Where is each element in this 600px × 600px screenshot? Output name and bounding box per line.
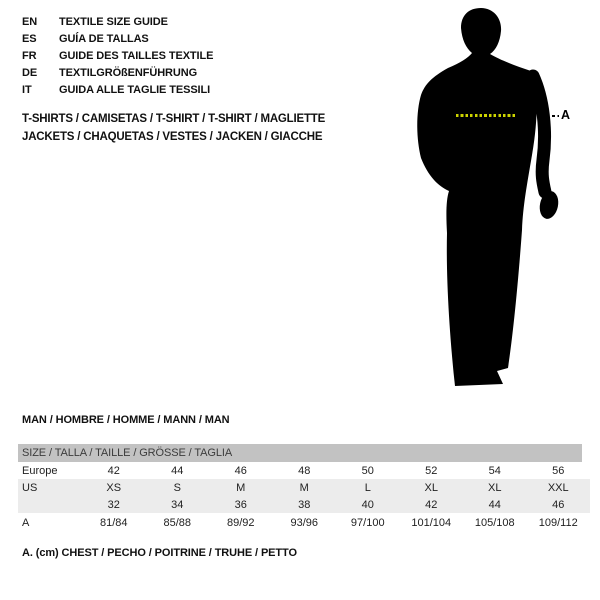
table-cell: 89/92	[226, 516, 255, 529]
table-cell: 46	[234, 464, 247, 477]
table-cell: 42	[107, 464, 120, 477]
table-cell: M	[299, 481, 309, 494]
table-cell: XL	[488, 481, 502, 494]
table-cell: M	[236, 481, 246, 494]
table-cell: 32	[107, 498, 120, 511]
table-cell: 44	[171, 464, 184, 477]
table-cell: S	[173, 481, 181, 494]
table-cell: 44	[488, 498, 501, 511]
language-label: GUIDA ALLE TAGLIE TESSILI	[59, 84, 211, 96]
chest-dotted-line	[456, 114, 516, 117]
man-silhouette	[410, 5, 570, 395]
language-code: FR	[22, 50, 37, 62]
table-cell: 56	[552, 464, 565, 477]
table-cell: 54	[488, 464, 501, 477]
row-label: US	[22, 481, 38, 494]
table-cell: XS	[106, 481, 122, 494]
table-cell: 34	[171, 498, 184, 511]
measure-label-a: A	[561, 108, 571, 122]
language-code: ES	[22, 33, 37, 45]
language-label: GUÍA DE TALLAS	[59, 33, 149, 45]
table-cell: 105/108	[474, 516, 515, 529]
table-cell: XXL	[547, 481, 569, 494]
table-cell: 50	[361, 464, 374, 477]
table-cell: 40	[361, 498, 374, 511]
table-cell: XL	[424, 481, 438, 494]
chest-dash-leader	[546, 115, 559, 117]
table-cell: 38	[298, 498, 311, 511]
language-label: TEXTILGRÖßENFÜHRUNG	[59, 67, 198, 79]
table-cell: 52	[425, 464, 438, 477]
language-code: DE	[22, 67, 38, 79]
table-cell: 101/104	[411, 516, 452, 529]
section-title-man: MAN / HOMBRE / HOMME / MANN / MAN	[22, 414, 230, 426]
row-label: A	[22, 516, 30, 529]
table-row-numeric	[18, 496, 590, 513]
language-code: IT	[22, 84, 32, 96]
table-row-us	[18, 479, 590, 496]
table-cell: 48	[298, 464, 311, 477]
table-cell: L	[364, 481, 371, 494]
table-cell: 42	[425, 498, 438, 511]
table-cell: 81/84	[99, 516, 128, 529]
table-cell: 97/100	[350, 516, 385, 529]
table-cell: 46	[552, 498, 565, 511]
table-row-europe	[18, 462, 590, 479]
size-table-header: SIZE / TALLA / TAILLE / GRÖSSE / TAGLIA	[18, 444, 582, 462]
footnote-chest: A. (cm) CHEST / PECHO / POITRINE / TRUHE / PETTO	[22, 547, 297, 559]
table-cell: 85/88	[163, 516, 192, 529]
category-line-tshirts: T-SHIRTS / CAMISETAS / T-SHIRT / T-SHIRT / MAGLIETTE	[22, 113, 326, 125]
category-line-jackets: JACKETS / CHAQUETAS / VESTES / JACKEN / GIACCHE	[22, 131, 323, 143]
table-cell: 36	[234, 498, 247, 511]
language-code: EN	[22, 16, 38, 28]
row-label: Europe	[22, 464, 58, 477]
language-label: GUIDE DES TAILLES TEXTILE	[59, 50, 214, 62]
table-cell: 93/96	[290, 516, 319, 529]
table-row-chest-a	[18, 513, 590, 532]
size-table	[18, 444, 590, 532]
table-cell: 109/112	[538, 516, 578, 529]
language-label: TEXTILE SIZE GUIDE	[59, 16, 168, 28]
